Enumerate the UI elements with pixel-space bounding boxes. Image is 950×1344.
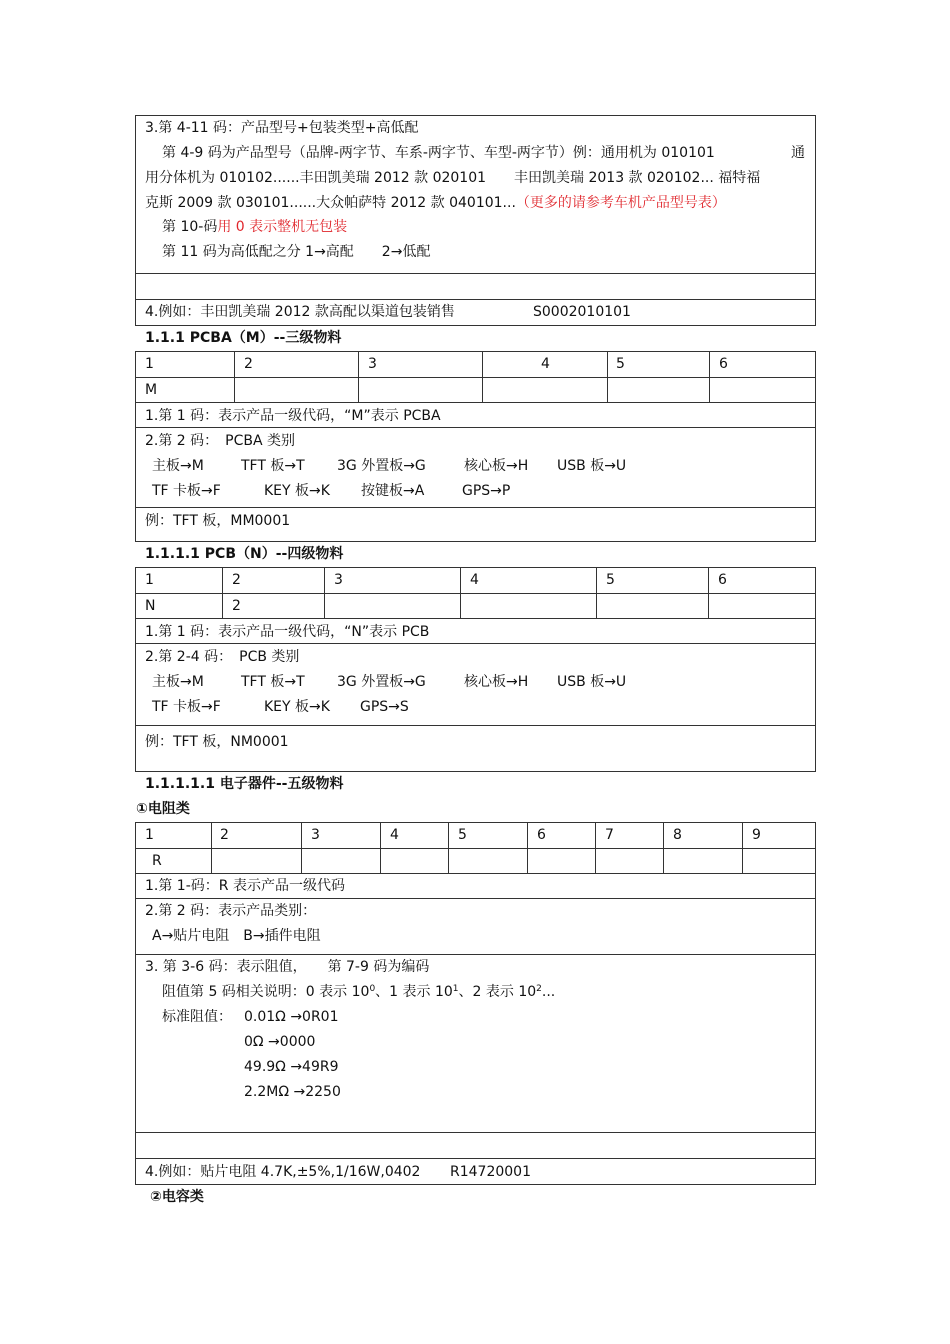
pcba-type-item: 3G 外置板→G	[337, 458, 426, 474]
code-4-9-desc-cont: 用分体机为 010102......丰田凯美瑞 2012 款 020101 丰田凯美瑞 2013 款 020102... 福特福	[145, 170, 761, 186]
pcba-desc-code1: 1.第 1 码：表示产品一级代码，“M”表示 PCBA	[145, 408, 441, 424]
code-4-11-title: 3.第 4-11 码：产品型号+包装类型+高低配	[145, 120, 419, 136]
pcb-col-header: 1	[145, 572, 154, 588]
standard-value-label: 标准阻值：	[162, 1009, 232, 1025]
pcba-col-header: 2	[244, 356, 253, 372]
section-heading-pcb: 1.1.1.1 PCB（N）--四级物料	[145, 546, 344, 562]
row-divider	[135, 402, 816, 403]
pcba-col-header: 6	[719, 356, 728, 372]
pcba-type-item: 核心板→H	[464, 458, 529, 474]
resistor-example: 4.例如：贴片电阻 4.7K,±5%,1/16W,0402	[145, 1164, 421, 1180]
no-package-note: 用 0 表示整机无包装	[217, 219, 348, 235]
pcb-type-item: USB 板→U	[557, 674, 627, 690]
pcba-type-item: 主板→M	[152, 458, 204, 474]
subsection-capacitor: ②电容类	[150, 1189, 204, 1205]
model-table-reference: （更多的请参考车机产品型号表）	[515, 195, 726, 211]
col-divider	[596, 567, 597, 618]
code-11-desc: 第 11 码为高低配之分 1→高配 2→低配	[162, 244, 431, 260]
resistor-desc-code3-title: 3. 第 3-6 码：表示阻值， 第 7-9 码为编码	[145, 959, 430, 975]
row-divider	[135, 593, 816, 594]
example-text: 4.例如：丰田凯美瑞 2012 款高配以渠道包装销售	[145, 304, 455, 320]
col-divider	[709, 351, 710, 402]
resistor-desc-code2-title: 2.第 2 码：表示产品类别：	[145, 903, 317, 919]
col-divider	[742, 822, 743, 873]
resistor-col-header: 9	[752, 827, 761, 843]
standard-value-item: 2.2MΩ →2250	[244, 1084, 341, 1100]
pcba-type-item: KEY 板→K	[264, 483, 330, 499]
resistor-col-header: 5	[458, 827, 467, 843]
standard-value-item: 0.01Ω →0R01	[244, 1009, 339, 1025]
row-divider	[135, 299, 816, 300]
pcb-col-header: 4	[470, 572, 479, 588]
row-divider	[135, 1158, 816, 1159]
row-divider	[135, 954, 816, 955]
resistor-col-header: 1	[145, 827, 154, 843]
col-divider	[234, 351, 235, 402]
pcba-type-item: USB 板→U	[557, 458, 627, 474]
pcb-type-item: 核心板→H	[464, 674, 529, 690]
pcb-type-item: 3G 外置板→G	[337, 674, 426, 690]
pcba-col-header: 5	[616, 356, 625, 372]
row-divider	[135, 377, 816, 378]
col-divider	[301, 822, 302, 873]
pcb-example: 例：TFT 板，NM0001	[145, 734, 289, 750]
pcb-type-item: GPS→S	[360, 699, 409, 715]
col-divider	[482, 351, 483, 402]
col-divider	[380, 822, 381, 873]
row-divider	[135, 898, 816, 899]
pcba-type-item: GPS→P	[462, 483, 511, 499]
col-divider	[448, 822, 449, 873]
col-divider	[663, 822, 664, 873]
col-divider	[324, 567, 325, 618]
code-4-9-desc-cont2: 克斯 2009 款 030101......大众帕萨特 2012 款 040101...（更多的请参考车机产品型号表）	[145, 195, 726, 211]
section-heading-electronic: 1.1.1.1.1 电子器件--五级物料	[145, 776, 344, 792]
pcba-col-header: 3	[368, 356, 377, 372]
pcb-type-item: TFT 板→T	[241, 674, 305, 690]
resistor-col-header: 4	[390, 827, 399, 843]
pcb-desc-code2-title: 2.第 2-4 码： PCB 类别	[145, 649, 300, 665]
resistor-code5-note: 阻值第 5 码相关说明：0 表示 $10^0$、1 表示 $10^1$、2 表示 $10^2$...	[162, 984, 556, 1000]
pcb-col-header: 3	[334, 572, 343, 588]
resistor-desc-code1: 1.第 1-码：R 表示产品一级代码	[145, 878, 345, 894]
row-divider	[135, 848, 816, 849]
pcb-type-item: TF 卡板→F	[152, 699, 221, 715]
row-divider	[135, 873, 816, 874]
resistor-type-items: A→贴片电阻 B→插件电阻	[152, 928, 321, 944]
col-divider	[595, 822, 596, 873]
pcba-col-header: 1	[145, 356, 154, 372]
resistor-example-code: R14720001	[450, 1164, 531, 1180]
col-divider	[708, 567, 709, 618]
col-divider	[527, 822, 528, 873]
standard-value-item: 0Ω →0000	[244, 1034, 316, 1050]
pcb-col-header: 6	[718, 572, 727, 588]
pcb-col-header: 2	[232, 572, 241, 588]
pcba-code-cell: M	[145, 382, 158, 398]
pcba-col-header: 4	[541, 356, 550, 372]
col-divider	[358, 351, 359, 402]
resistor-col-header: 8	[673, 827, 682, 843]
resistor-col-header: 2	[220, 827, 229, 843]
standard-value-item: 49.9Ω →49R9	[244, 1059, 339, 1075]
pcba-type-item: 按键板→A	[361, 483, 425, 499]
col-divider	[211, 822, 212, 873]
row-divider	[135, 427, 816, 428]
pcb-desc-code1: 1.第 1 码：表示产品一级代码，“N”表示 PCB	[145, 624, 430, 640]
resistor-col-header: 6	[537, 827, 546, 843]
resistor-col-header: 3	[311, 827, 320, 843]
row-divider	[135, 643, 816, 644]
col-divider	[460, 567, 461, 618]
pcb-type-item: 主板→M	[152, 674, 204, 690]
row-divider	[135, 1132, 816, 1133]
row-divider	[135, 507, 816, 508]
pcb-code-cell: 2	[232, 598, 241, 614]
pcb-type-item: KEY 板→K	[264, 699, 330, 715]
pcb-col-header: 5	[606, 572, 615, 588]
section-heading-pcba: 1.1.1 PCBA（M）--三级物料	[145, 330, 342, 346]
subsection-resistor: ①电阻类	[136, 801, 190, 817]
pcba-type-item: TFT 板→T	[241, 458, 305, 474]
row-divider	[135, 273, 816, 274]
pcba-type-item: TF 卡板→F	[152, 483, 221, 499]
pcba-example: 例：TFT 板，MM0001	[145, 513, 291, 529]
resistor-col-header: 7	[605, 827, 614, 843]
row-divider	[135, 725, 816, 726]
code-4-9-desc-end: 通	[791, 145, 805, 161]
pcb-code-cell: N	[145, 598, 156, 614]
col-divider	[222, 567, 223, 618]
pcba-desc-code2-title: 2.第 2 码： PCBA 类别	[145, 433, 296, 449]
code-10-desc: 第 10-码用 0 表示整机无包装	[162, 219, 348, 235]
resistor-code-cell: R	[152, 853, 162, 869]
code-4-9-desc: 第 4-9 码为产品型号（品牌-两字节、车系-两字节、车型-两字节）例：通用机为 010101	[162, 145, 715, 161]
example-code: S0002010101	[533, 304, 631, 320]
col-divider	[607, 351, 608, 402]
resistor-table	[135, 822, 816, 1185]
row-divider	[135, 618, 816, 619]
